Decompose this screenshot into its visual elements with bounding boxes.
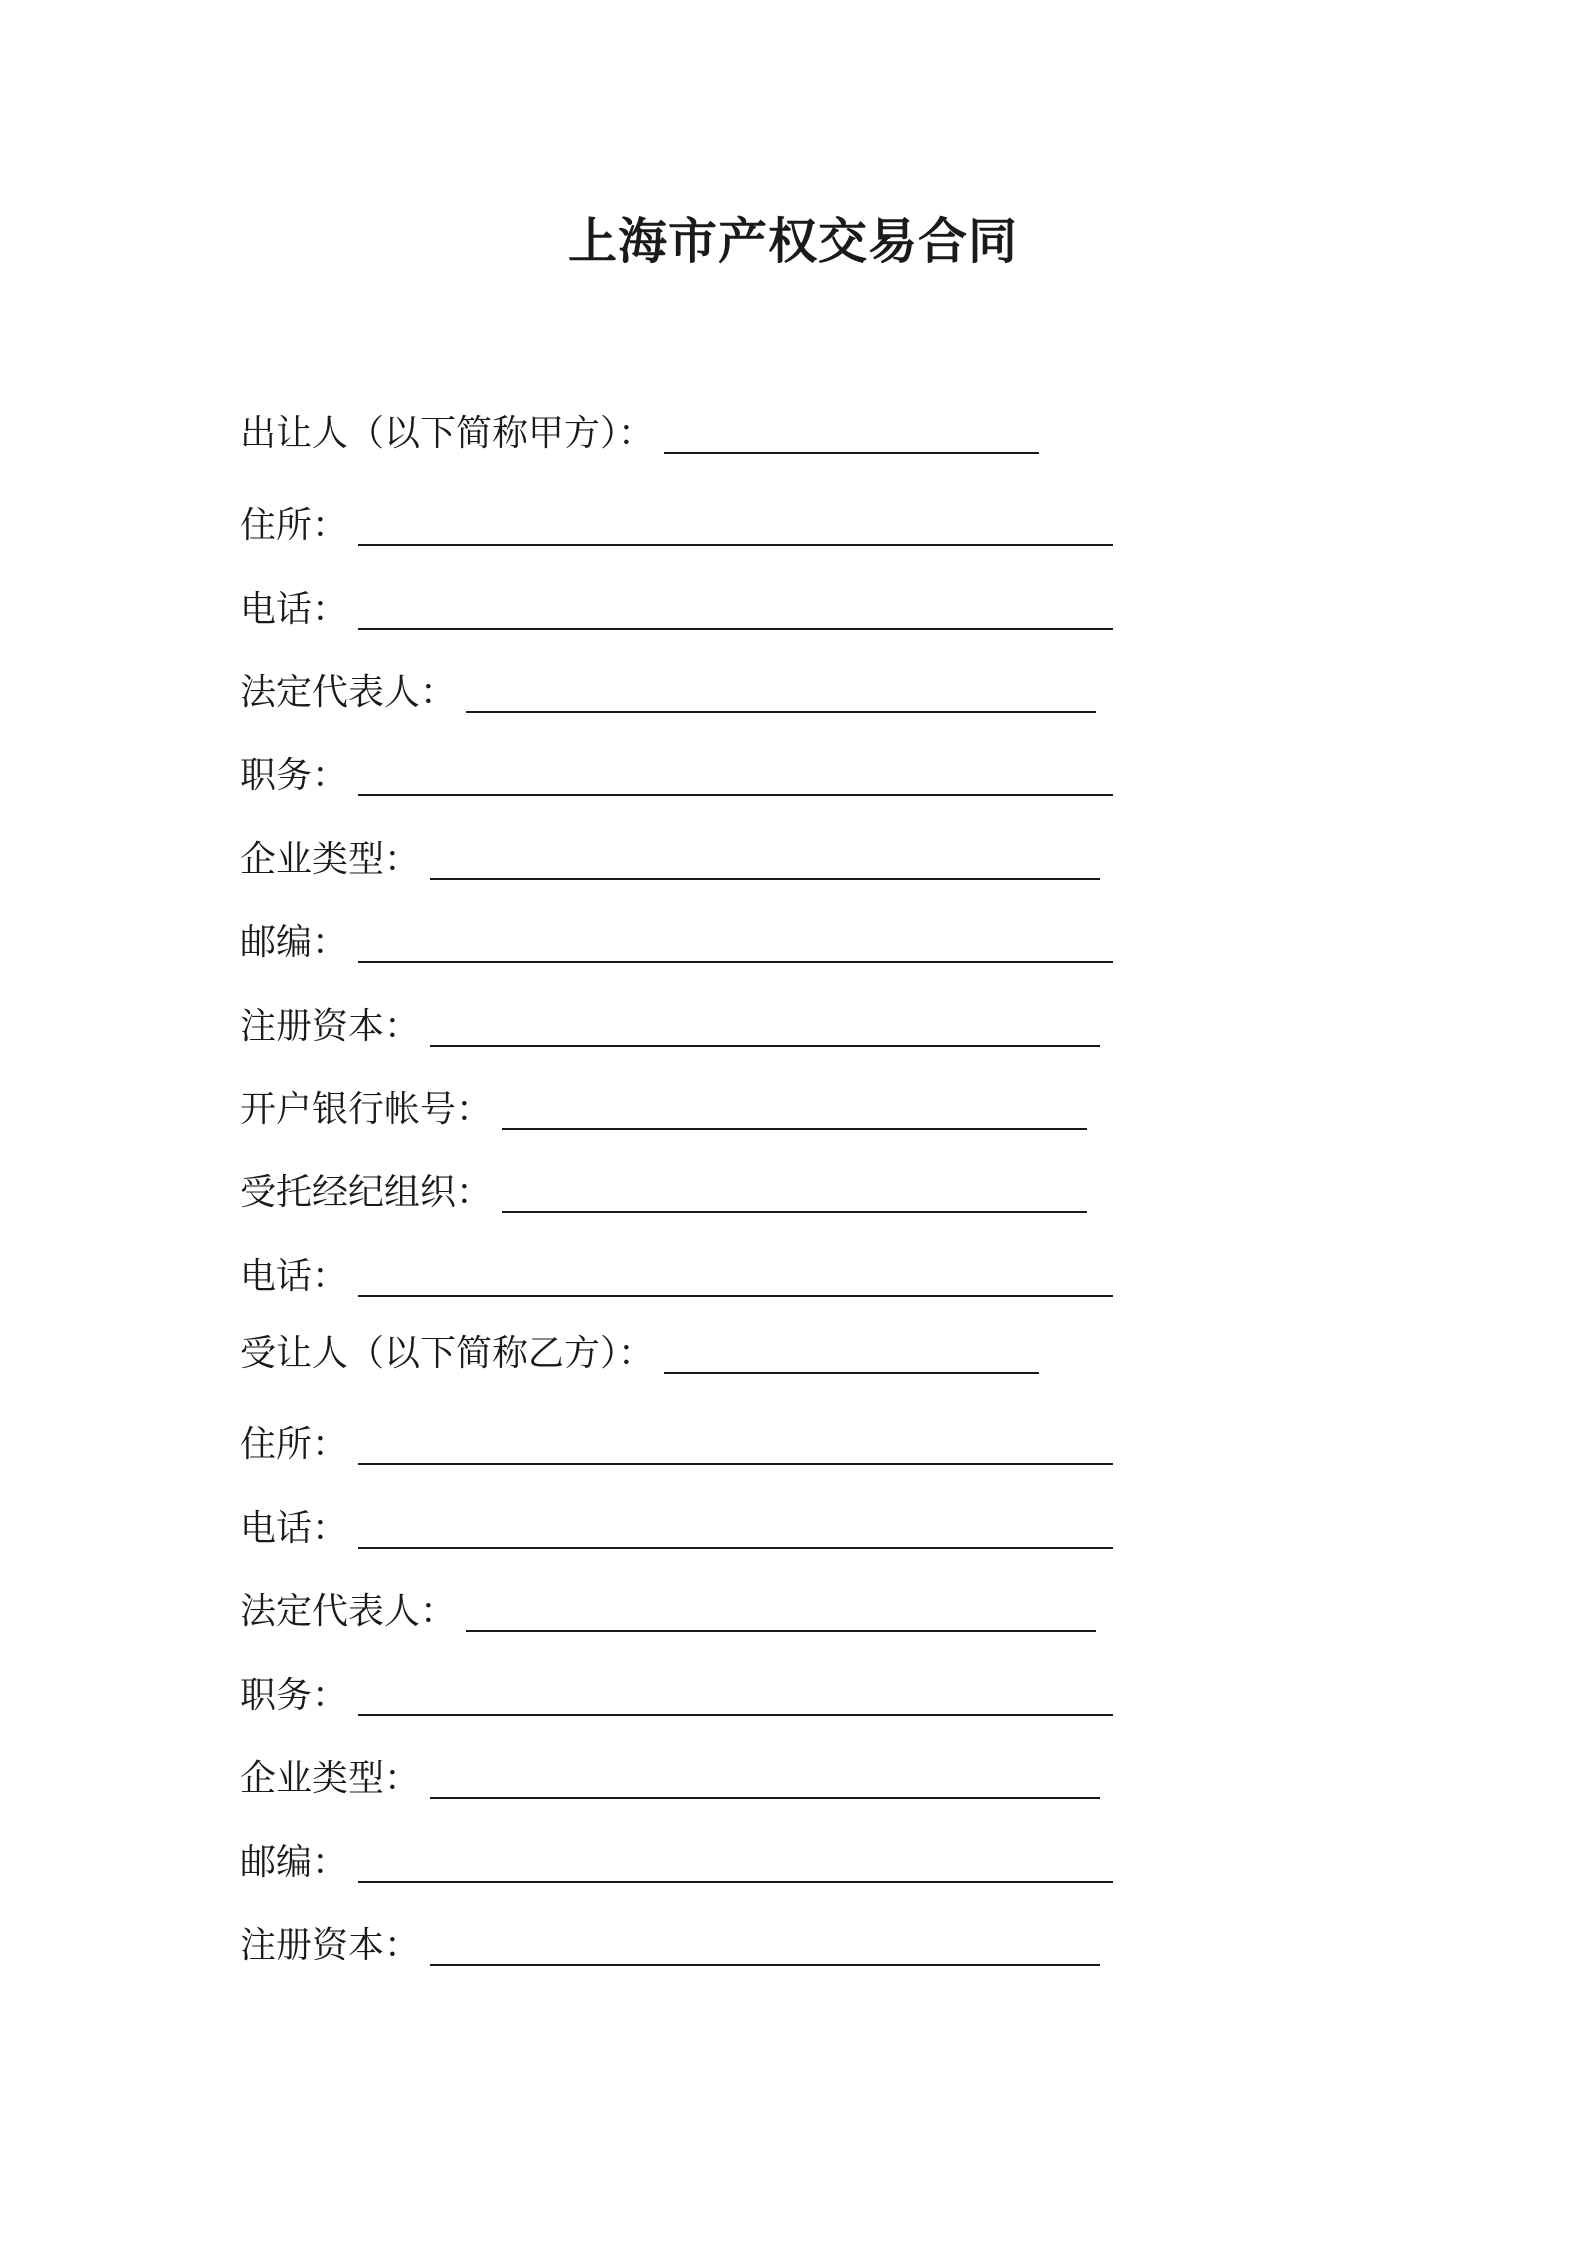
party-a-company-type-blank[interactable] — [430, 868, 1100, 880]
party-a-address-row — [240, 498, 1113, 548]
party-a-bank-account-blank[interactable] — [502, 1118, 1087, 1130]
party-b-heading-row — [240, 1326, 1039, 1376]
party-a-name-blank[interactable] — [664, 442, 1039, 454]
field-label: 住所： — [240, 1424, 349, 1465]
party-a-broker-row — [240, 1165, 1087, 1215]
field-label: 职务： — [240, 1675, 349, 1716]
field-label: 职务： — [240, 755, 349, 796]
party-a-legal-rep-row — [240, 665, 1096, 715]
party-a-heading: 出让人（以下简称甲方）： — [240, 413, 655, 454]
party-b-company-type-row — [240, 1751, 1100, 1801]
field-label: 电话： — [240, 1256, 349, 1297]
party-b-phone-row — [240, 1501, 1113, 1551]
party-a-postcode-row — [240, 915, 1113, 965]
party-b-postcode-blank[interactable] — [358, 1871, 1113, 1883]
party-a-capital-row — [240, 999, 1100, 1049]
field-label: 开户银行帐号： — [240, 1089, 493, 1130]
party-b-address-blank[interactable] — [358, 1453, 1113, 1465]
party-a-capital-blank[interactable] — [430, 1035, 1100, 1047]
party-b-position-blank[interactable] — [358, 1704, 1113, 1716]
party-b-capital-row — [240, 1918, 1100, 1968]
party-a-phone-blank[interactable] — [358, 618, 1113, 630]
party-a-heading-row — [240, 406, 1039, 456]
party-a-broker-phone-row — [240, 1249, 1113, 1299]
party-b-name-blank[interactable] — [664, 1362, 1039, 1374]
field-label: 住所： — [240, 505, 349, 546]
party-a-bank-account-row — [240, 1082, 1087, 1132]
field-label: 受托经纪组织： — [240, 1172, 493, 1213]
party-a-postcode-blank[interactable] — [358, 951, 1113, 963]
party-b-address-row — [240, 1417, 1113, 1467]
field-label: 法定代表人： — [240, 672, 457, 713]
party-a-legal-rep-blank[interactable] — [466, 701, 1096, 713]
field-label: 电话： — [240, 589, 349, 630]
party-a-position-row — [240, 748, 1113, 798]
field-label: 法定代表人： — [240, 1591, 457, 1632]
party-a-broker-blank[interactable] — [502, 1201, 1087, 1213]
party-b-postcode-row — [240, 1835, 1113, 1885]
page-title: 上海市产权交易合同 — [567, 213, 1018, 270]
field-label: 电话： — [240, 1508, 349, 1549]
field-label: 企业类型： — [240, 839, 421, 880]
field-label: 注册资本： — [240, 1006, 421, 1047]
party-a-phone-row — [240, 582, 1113, 632]
party-a-broker-phone-blank[interactable] — [358, 1285, 1113, 1297]
party-b-position-row — [240, 1668, 1113, 1718]
party-a-address-blank[interactable] — [358, 534, 1113, 546]
field-label: 企业类型： — [240, 1758, 421, 1799]
party-b-company-type-blank[interactable] — [430, 1787, 1100, 1799]
party-b-phone-blank[interactable] — [358, 1537, 1113, 1549]
field-label: 邮编： — [240, 922, 349, 963]
party-b-capital-blank[interactable] — [430, 1954, 1100, 1966]
party-b-legal-rep-row — [240, 1584, 1096, 1634]
party-b-heading: 受让人（以下简称乙方）： — [240, 1333, 655, 1374]
field-label: 注册资本： — [240, 1925, 421, 1966]
party-b-legal-rep-blank[interactable] — [466, 1620, 1096, 1632]
party-a-company-type-row — [240, 832, 1100, 882]
party-a-position-blank[interactable] — [358, 784, 1113, 796]
field-label: 邮编： — [240, 1842, 349, 1883]
